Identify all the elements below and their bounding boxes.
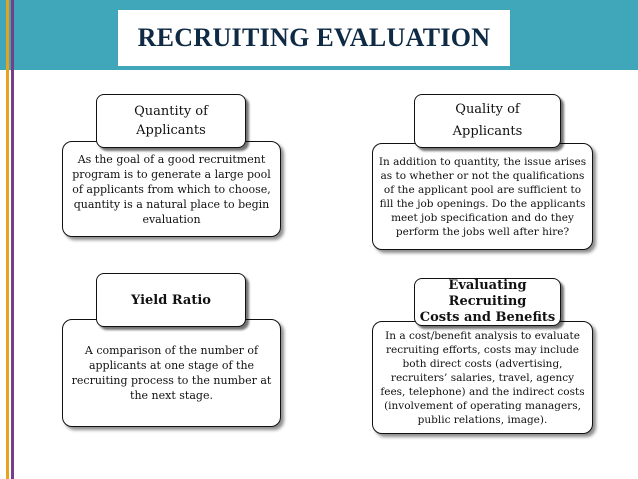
quantity-description xyxy=(62,141,281,237)
quality-heading: Quality of Applicants xyxy=(414,94,561,148)
cost-benefit-text: In a cost/benefit analysis to evaluate recruiting efforts, costs may include both direct costs (advertising, recruiters’ salaries, travel, agency fees, telephone) and the indirect costs (involvement of operating managers, public relations, image). xyxy=(380,329,585,426)
quantity-heading: Quantity of Applicants xyxy=(96,94,246,148)
quality-description xyxy=(372,143,593,250)
quality-text: In addition to quantity, the issue arises as to whether or not the qualifications of the applicant pool are sufficient to fill the job openings. Do the applicants meet job specification and do they perform the jobs well after hire? xyxy=(378,155,587,238)
cost-benefit-heading: Evaluating Recruiting Costs and Benefits xyxy=(414,278,561,326)
title-box xyxy=(118,10,510,66)
quantity-text: As the goal of a good recruitment program is to generate a large pool of applicants from which to choose, quantity is a natural place to begin evaluation xyxy=(72,152,271,226)
purple-stripe xyxy=(11,0,14,479)
gold-stripe xyxy=(6,0,9,479)
cost-benefit-description xyxy=(372,321,593,434)
yield-text: A comparison of the number of applicants at one stage of the recruiting process to the number at the next stage. xyxy=(71,344,272,402)
yield-heading: Yield Ratio xyxy=(96,273,246,327)
yield-description xyxy=(62,319,281,427)
page-title: RECRUITING EVALUATION xyxy=(137,23,491,52)
